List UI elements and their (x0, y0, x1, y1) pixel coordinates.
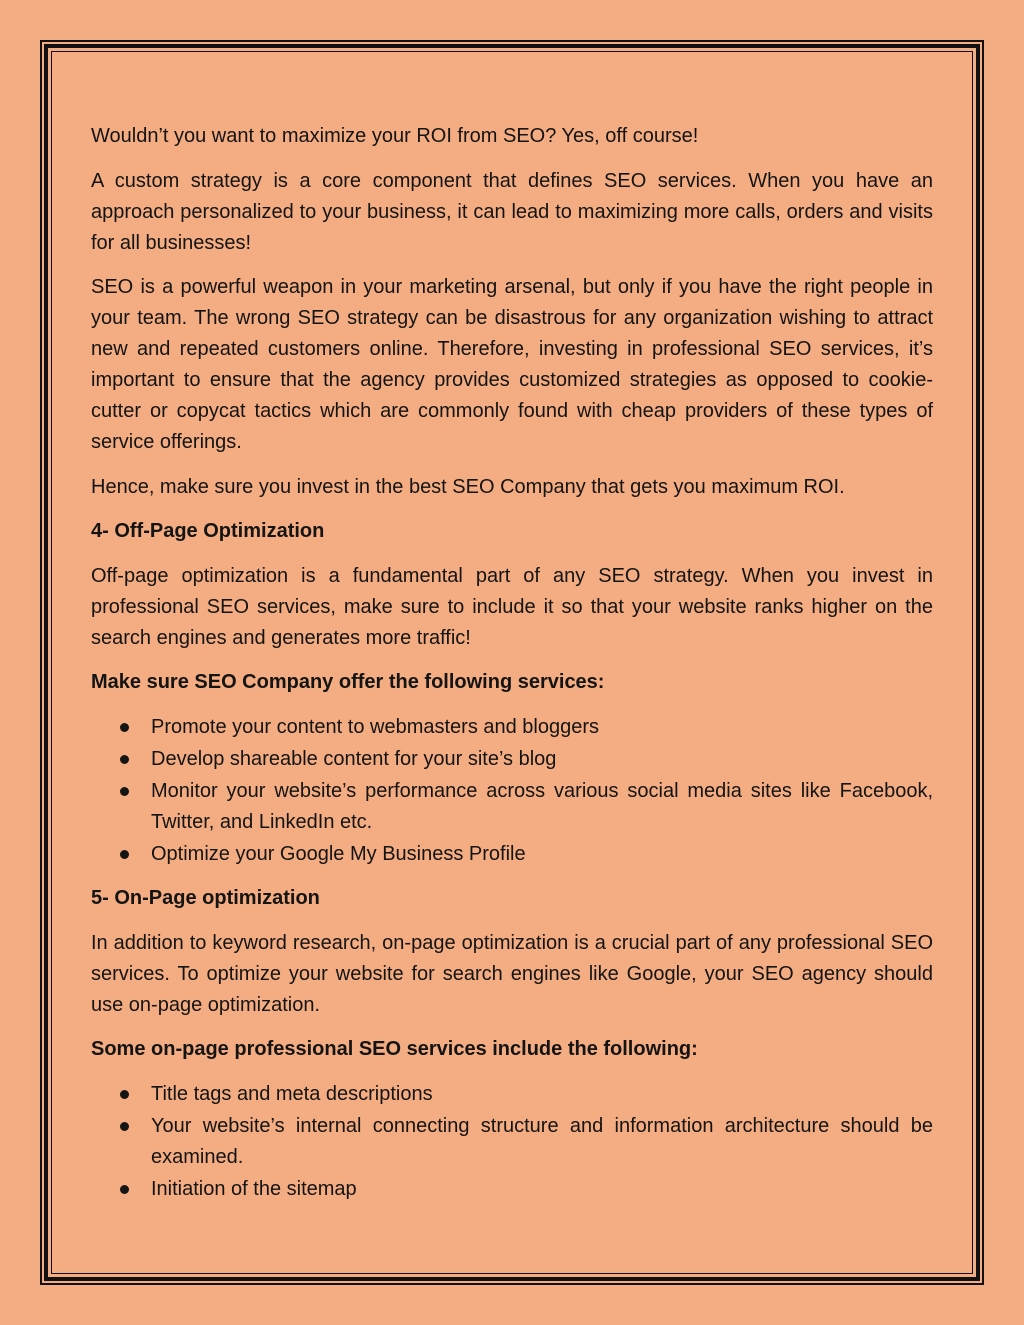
list-item-text: Promote your content to webmasters and bloggers (151, 715, 600, 738)
document-body (91, 121, 933, 1218)
section5-list-heading: Some on-page professional SEO services include the following: (91, 1038, 698, 1060)
intro-paragraph-seo-weapon: SEO is a powerful weapon in your marketing arsenal, but only if you have the right people in your team. The wrong SEO strategy can be disastrous for any organization wishing to attract new and repeated customers online. Therefore, investing in professional SEO services, it’s important to ensure that the agency provides customized strategies as opposed to cookie-cutter or copycat tactics which are commonly found with cheap providers of these types of service offerings. (91, 276, 933, 453)
list-item-text: Title tags and meta descriptions (151, 1082, 433, 1105)
list-item (91, 839, 933, 870)
section4-list-heading: Make sure SEO Company offer the following services: (91, 671, 605, 693)
section5-bullet-list (91, 1079, 933, 1205)
section4-heading: 4- Off-Page Optimization (91, 520, 325, 542)
list-item (91, 1174, 933, 1205)
intro-question: Wouldn’t you want to maximize your ROI from SEO? Yes, off course! (91, 125, 699, 147)
list-item-text: Your website’s internal connecting structure and information architecture should be examined. (151, 1114, 933, 1168)
list-item (91, 744, 933, 775)
list-item-text: Develop shareable content for your site’s blog (151, 747, 557, 770)
bullet-icon (120, 1185, 129, 1194)
section5-paragraph: In addition to keyword research, on-page optimization is a crucial part of any professional SEO services. To optimize your website for search engines like Google, your SEO agency should use on-page optimization. (91, 931, 933, 1016)
list-item-text: Optimize your Google My Business Profile (151, 842, 526, 865)
bullet-icon (120, 850, 129, 859)
section4-bullet-list (91, 712, 933, 870)
bullet-icon (120, 755, 129, 764)
list-item-text: Monitor your website’s performance across various social media sites like Facebook, Twitter, and LinkedIn etc. (151, 779, 933, 833)
intro-paragraph-invest: Hence, make sure you invest in the best SEO Company that gets you maximum ROI. (91, 475, 845, 498)
intro-paragraph-custom-strategy: A custom strategy is a core component that defines SEO services. When you have an approach personalized to your business, it can lead to maximizing more calls, orders and visits for all businesses! (91, 169, 933, 254)
bullet-icon (120, 1122, 129, 1131)
section4-paragraph: Off-page optimization is a fundamental part of any SEO strategy. When you invest in professional SEO services, make sure to include it so that your website ranks higher on the search engines and generates more traffic! (91, 564, 933, 649)
list-item (91, 776, 933, 838)
bullet-icon (120, 787, 129, 796)
list-item-text: Initiation of the sitemap (151, 1177, 357, 1200)
bullet-icon (120, 1090, 129, 1099)
bullet-icon (120, 723, 129, 732)
section5-heading: 5- On-Page optimization (91, 887, 320, 909)
list-item (91, 1079, 933, 1110)
list-item (91, 1111, 933, 1173)
list-item (91, 712, 933, 743)
